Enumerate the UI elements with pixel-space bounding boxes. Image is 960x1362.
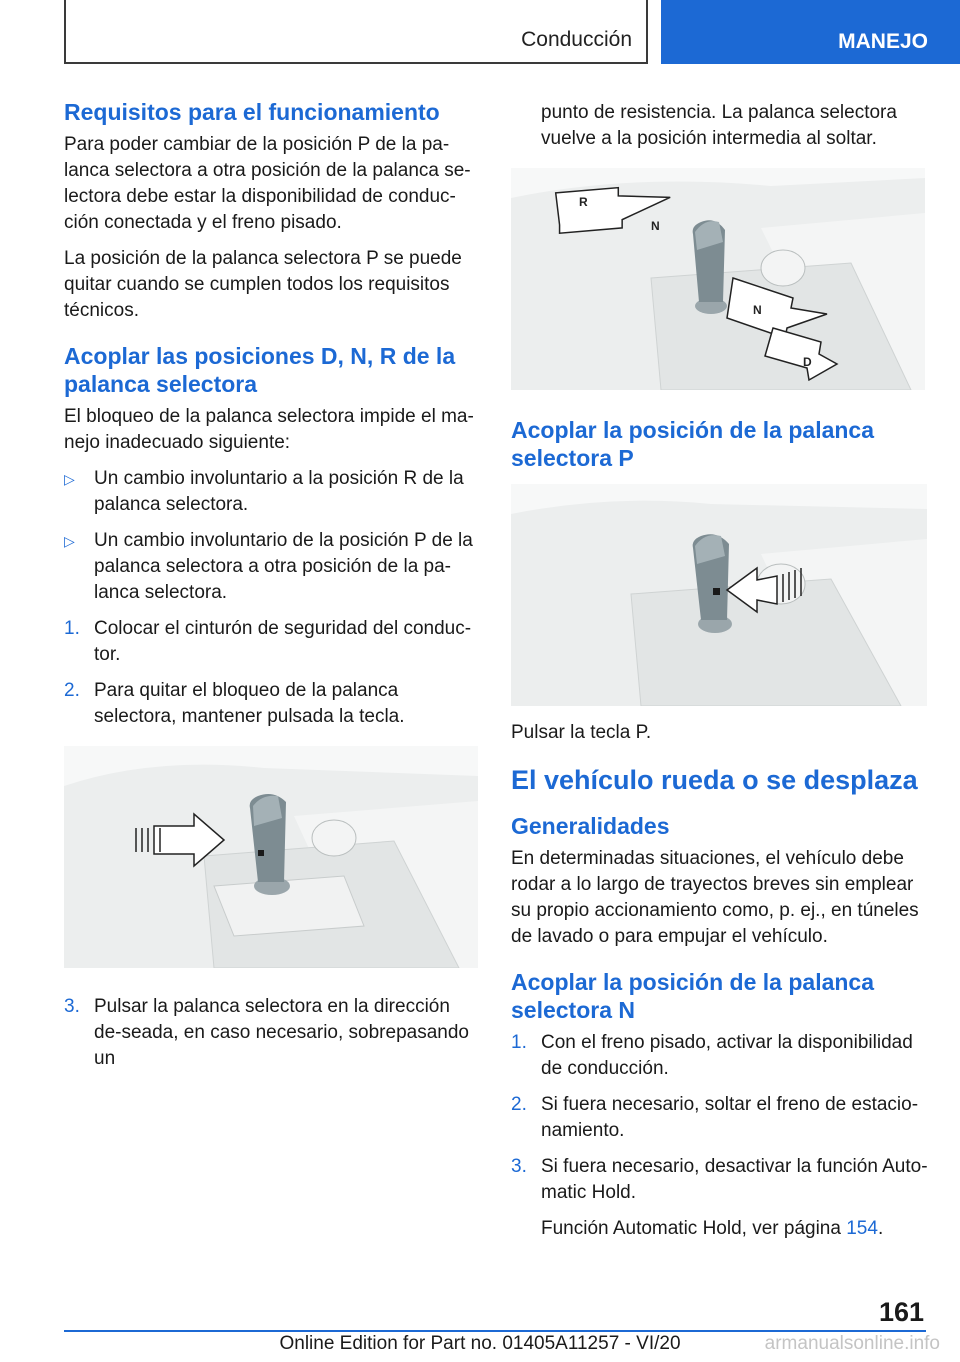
paragraph-cross-reference: [511, 1216, 929, 1242]
header-section-box: [64, 0, 648, 64]
paragraph-pulsar: Pulsar la tecla P.: [511, 722, 652, 743]
step-text: Para quitar el bloqueo de la palanca selectora, mantener pulsada la tecla.: [94, 680, 405, 727]
bullet-text: Un cambio involuntario de la posición P de la palanca selectora a otra posición de la pa‐lanca selectora.: [94, 530, 473, 603]
bullet-item: [64, 466, 482, 518]
step-item: [64, 616, 482, 668]
header-chapter-tab: [661, 0, 960, 64]
position-label-r: R: [579, 195, 588, 209]
bullet-triangle-icon: ▷: [64, 533, 75, 549]
paragraph-bloqueo: El bloqueo de la palanca selectora impide el ma‐nejo inadecuado siguiente:: [64, 406, 474, 453]
figure-lever-unlock: [64, 746, 478, 968]
heading-acoplar-n: Acoplar la posición de la palanca selectora N: [511, 969, 875, 1023]
heading-requisitos: Requisitos para el funcionamiento: [64, 99, 440, 125]
step-item: [64, 994, 482, 1072]
xref-text: Función Automatic Hold, ver página: [541, 1218, 847, 1239]
step-number: 2.: [64, 680, 80, 701]
step-number: 3.: [511, 1156, 527, 1177]
heading-acoplar-p: Acoplar la posición de la palanca selectora P: [511, 417, 875, 471]
step-item: [511, 1154, 929, 1206]
paragraph-step-3-continued: punto de resistencia. La palanca selectora vuelve a la posición intermedia al soltar.: [541, 102, 897, 149]
xref-end: .: [877, 1218, 884, 1239]
step-item: [511, 1030, 929, 1082]
step-number: 1.: [511, 1032, 527, 1053]
step-text: Si fuera necesario, soltar el freno de estacio‐namiento.: [541, 1094, 919, 1141]
step-item: [511, 1092, 929, 1144]
header-chapter-title: MANEJO: [838, 30, 928, 53]
position-label-n-lower: N: [753, 303, 762, 317]
step-text: Si fuera necesario, desactivar la función Auto‐matic Hold.: [541, 1156, 928, 1203]
paragraph-generalidades: En determinadas situaciones, el vehículo debe rodar a lo largo de trayectos breves sin emplear su propio accionamiento como, p. ej., en túneles de lavado o para empujar el vehículo.: [511, 848, 919, 947]
bullet-triangle-icon: ▷: [64, 471, 75, 487]
figure-lever-p-button: [511, 484, 927, 706]
left-column: [64, 98, 482, 1082]
footer-edition: Online Edition for Part no. 01405A11257 - VI/20: [279, 1333, 681, 1354]
heading-acoplar-dnr: Acoplar las posiciones D, N, R de la palanca selectora: [64, 343, 456, 397]
figure-lever-positions: [511, 168, 925, 390]
bullet-text: Un cambio involuntario a la posición R de la palanca selectora.: [94, 468, 464, 515]
xref-page-link[interactable]: 154: [846, 1218, 878, 1239]
paragraph-requisitos-1: Para poder cambiar de la posición P de la pa‐lanca selectora a otra posición de la palanca se‐lectora debe estar la disponibilidad de conduc‐ción conectada y el freno pisado.: [64, 134, 471, 233]
step-text: Con el freno pisado, activar la disponibilidad de conducción.: [541, 1032, 913, 1079]
page-number: 161: [878, 1297, 924, 1327]
right-column: [511, 100, 929, 1252]
position-label-d: D: [803, 355, 812, 369]
step-number: 3.: [64, 996, 80, 1017]
paragraph-requisitos-2: La posición de la palanca selectora P se puede quitar cuando se cumplen todos los requisitos técnicos.: [64, 248, 462, 321]
step-text: Colocar el cinturón de seguridad del conduc‐tor.: [94, 618, 472, 665]
header-section-title: Conducción: [521, 28, 632, 51]
step-number: 1.: [64, 618, 80, 639]
position-label-n-upper: N: [651, 219, 660, 233]
footer-watermark: armanualsonline.info: [764, 1333, 940, 1354]
bullet-item: [64, 528, 482, 606]
step-number: 2.: [511, 1094, 527, 1115]
step-item: [64, 678, 482, 730]
step-text: Pulsar la palanca selectora en la dirección de‐seada, en caso necesario, sobrepasando un: [94, 996, 469, 1069]
footer-divider: [64, 1330, 926, 1332]
heading-generalidades: Generalidades: [511, 813, 670, 839]
heading-rueda: El vehículo rueda o se desplaza: [511, 765, 918, 795]
